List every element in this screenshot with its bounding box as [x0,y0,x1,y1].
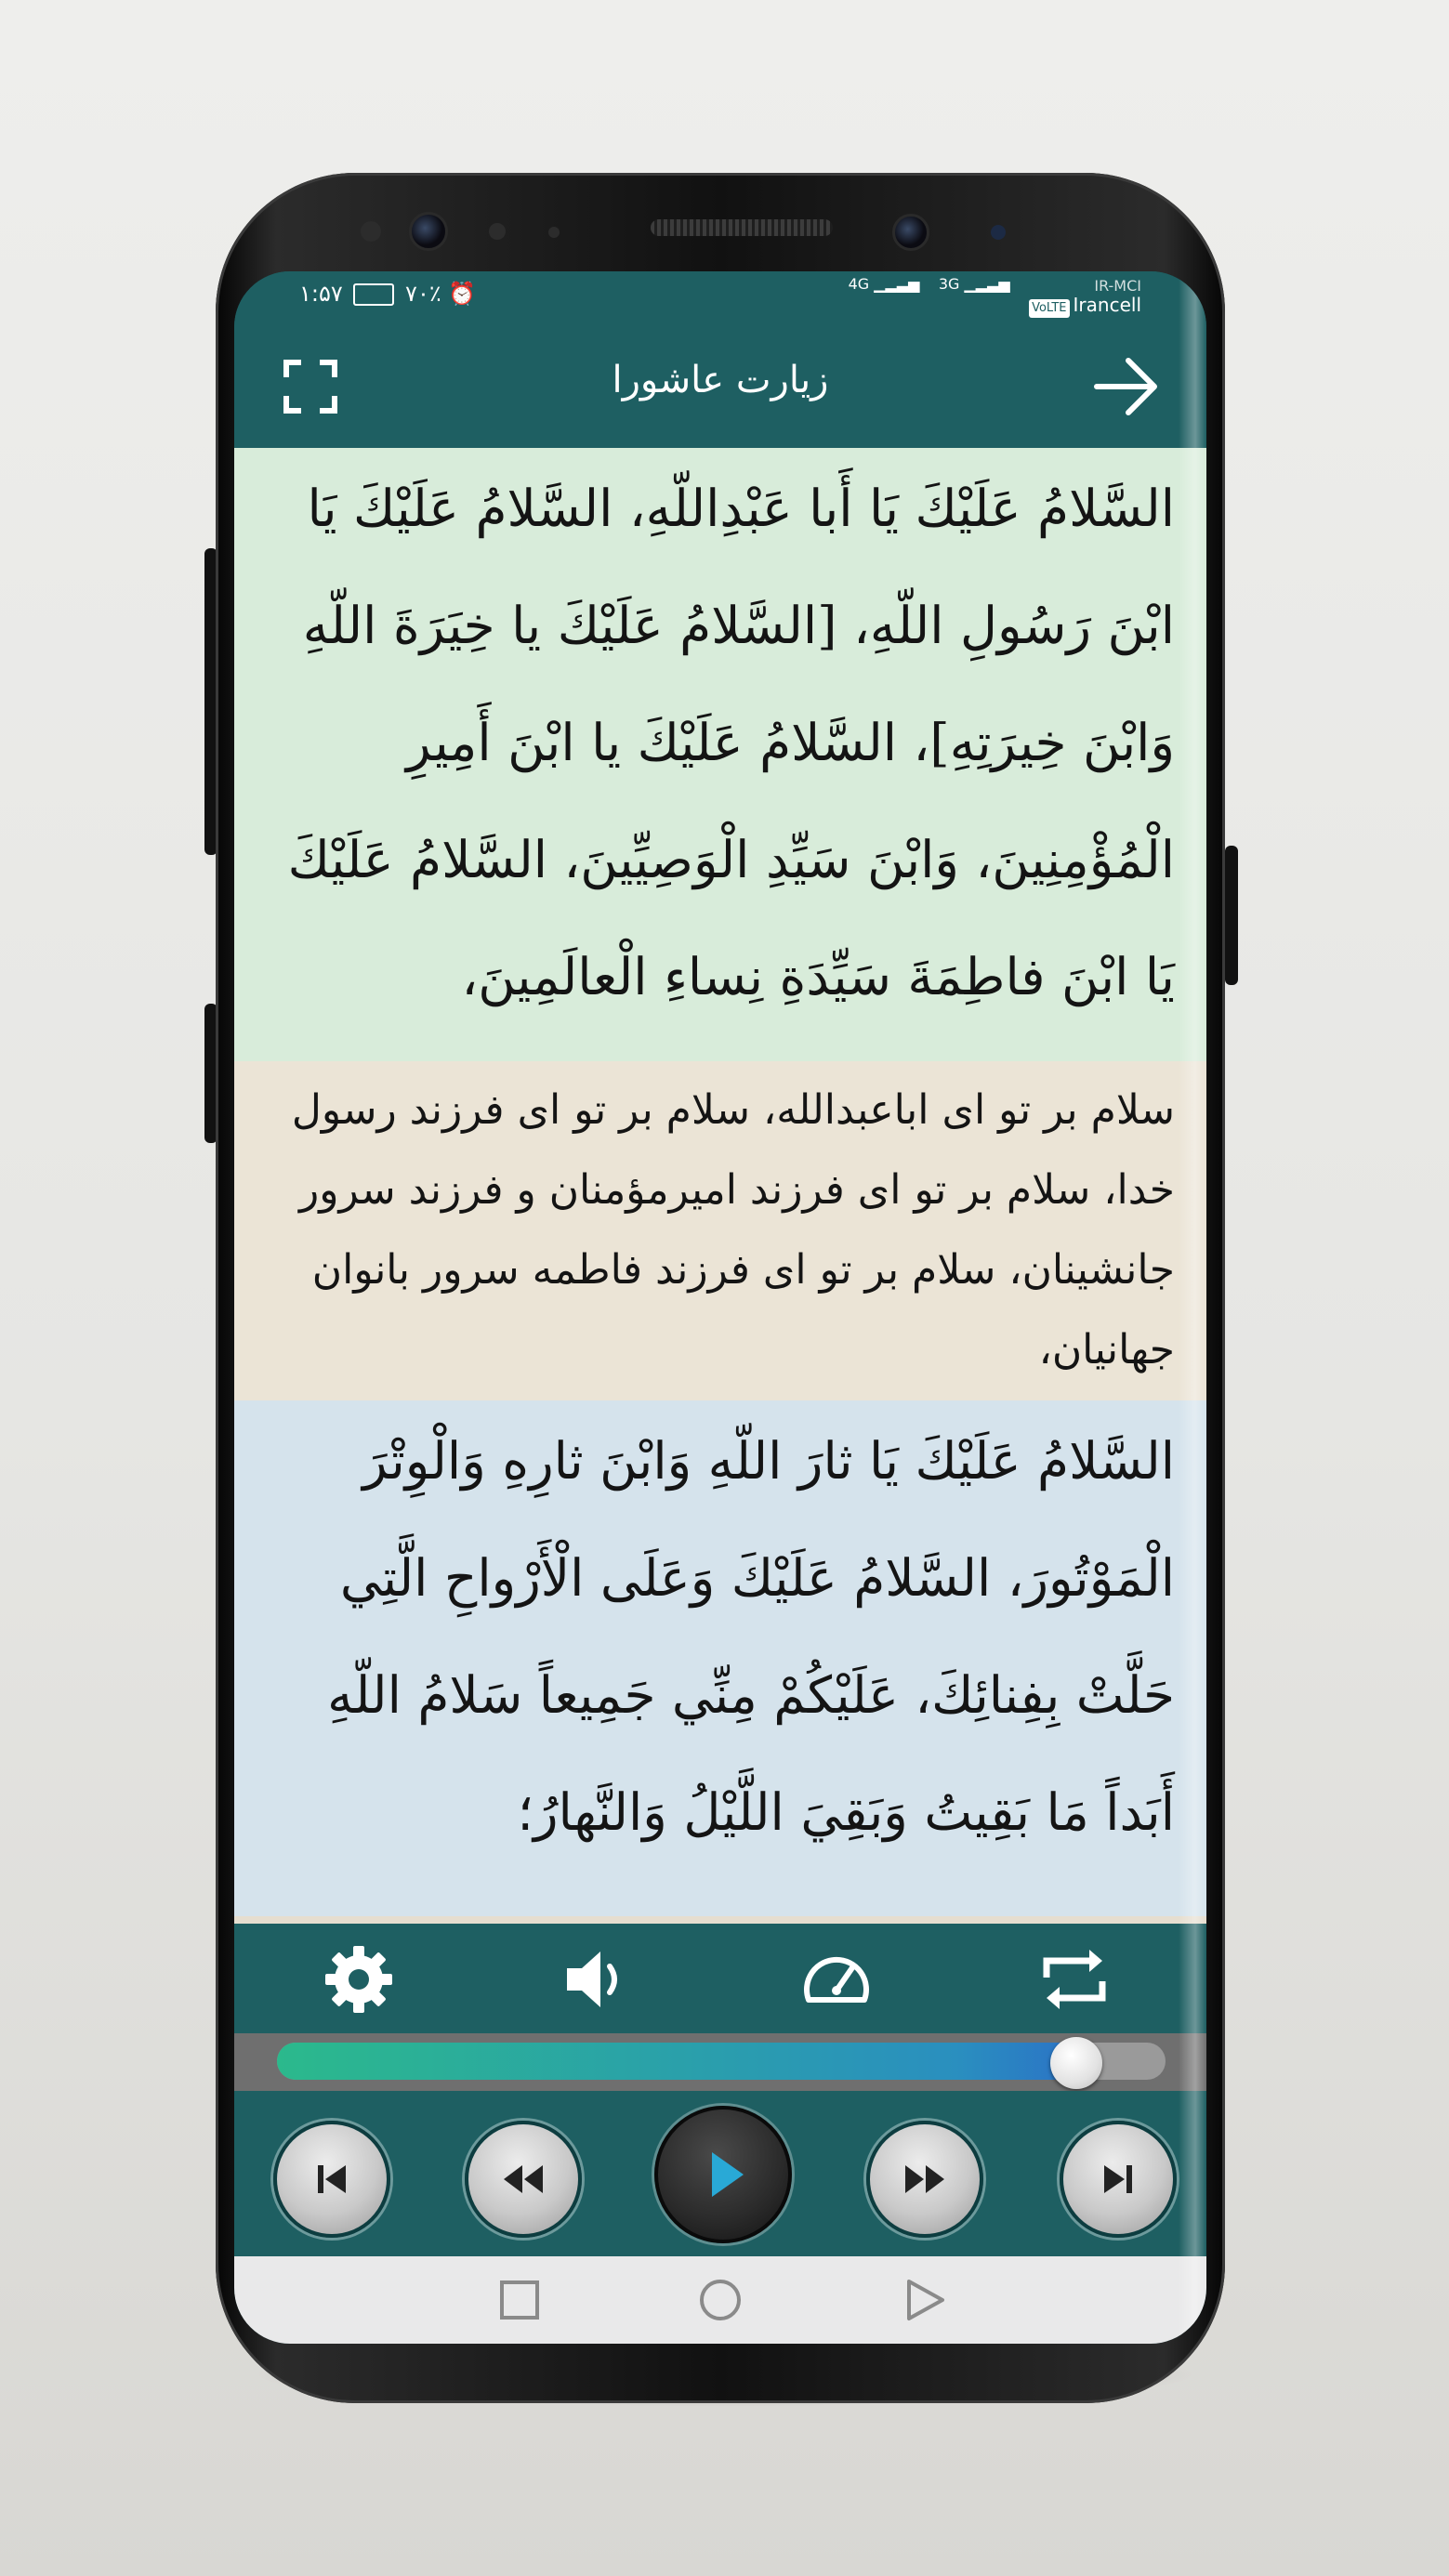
player-controls [234,2091,1206,2256]
status-battery: ۷۰٪ [405,281,441,307]
sensor-dot [361,221,381,242]
sensor-dot [548,227,560,238]
fast-forward-button[interactable] [866,2121,983,2238]
phone-frame [216,173,1225,2403]
prayer-content[interactable] [234,448,1206,1925]
signal-4g-icon: 4G ▁▂▃▅ [848,275,920,293]
skip-next-button[interactable] [1060,2121,1177,2238]
screen [234,271,1206,2344]
app-bar [234,318,1206,448]
sensor-dot [489,223,506,240]
sensor-dot [991,225,1006,240]
repeat-icon[interactable] [1037,1942,1112,2017]
side-button-right [1225,846,1238,985]
carrier-top: IR-MCI [1094,277,1141,295]
arabic-text-block: السَّلامُ عَلَيْكَ يَا أَبا عَبْدِاللّهِ، السَّلامُ عَلَيْكَ يَا ابْنَ رَسُولِ اللّهِ، [السَّلامُ عَلَيْكَ يا خِيَرَةَ اللّهِ وَابْنَ خِيرَتِهِ]، السَّلامُ عَلَيْكَ يا ابْنَ أَمِيرِ الْمُؤْمِنِينَ، وَابْنَ سَيِّدِ الْوَصِيِّينَ، السَّلامُ عَلَيْكَ يَا ابْنَ فاطِمَةَ سَيِّدَةِ نِساءِ الْعالَمِينَ، [234,448,1206,1061]
status-right [849,275,1141,318]
play-icon [658,2109,788,2240]
translation-text-block: سلام بر تو ای اباعبدالله، سلام بر تو ای فرزند رسول خدا، سلام بر تو ای فرزند امیرمؤمنان و فرزند سرور جانشینان، سلام بر تو ای فرزند فاطمه سرور بانوان جهانیان، [234,1061,1206,1400]
arabic-text-block: السَّلامُ عَلَيْكَ يَا ثارَ اللّهِ وَابْنَ ثارِهِ وَالْوِتْرَ الْمَوْتُورَ، السَّلامُ عَلَيْكَ وَعَلَى الْأَرْواحِ الَّتِي حَلَّتْ بِفِنائِكَ، عَلَيْكُمْ مِنِّي جَمِيعاً سَلامُ اللّهِ أَبَداً مَا بَقِيتُ وَبَقِيَ اللَّيْلُ وَالنَّهارُ؛ [234,1400,1206,1916]
speed-gauge-icon[interactable] [799,1942,874,2017]
battery-icon [353,283,394,306]
alarm-icon: ⏰ [448,281,477,307]
recent-apps-icon[interactable] [496,2277,543,2323]
earpiece-speaker [651,219,833,236]
signal-3g-icon: 3G ▁▂▃▅ [938,275,1010,293]
seek-progress [277,2043,1076,2080]
skip-next-icon [1063,2124,1173,2234]
settings-gear-icon[interactable] [322,1942,396,2017]
volte-badge: VoLTE [1029,299,1069,318]
play-button[interactable] [654,2106,792,2243]
phone-top-bezel [216,173,1225,275]
iris-camera-icon [892,214,929,251]
seek-thumb[interactable] [1050,2037,1102,2089]
back-arrow-icon[interactable] [1093,355,1160,418]
skip-previous-icon [277,2124,387,2234]
status-left [299,281,476,307]
page-title: زیارت عاشورا [612,359,829,401]
front-camera-icon [409,212,448,251]
status-time: ۱:۵۷ [299,281,343,307]
rewind-icon [468,2124,578,2234]
status-bar [234,271,1206,318]
skip-previous-button[interactable] [273,2121,390,2238]
seek-track[interactable] [277,2043,1166,2080]
carrier-block [1029,275,1141,318]
volume-icon[interactable] [560,1942,634,2017]
back-triangle-icon[interactable] [902,2277,948,2323]
system-nav-bar [234,2256,1206,2344]
carrier-name: Irancell [1073,294,1141,316]
seek-bar[interactable] [234,2033,1206,2091]
fast-forward-icon [870,2124,980,2234]
home-icon[interactable] [697,2277,744,2323]
player-options-bar [234,1924,1206,2033]
rewind-button[interactable] [465,2121,582,2238]
